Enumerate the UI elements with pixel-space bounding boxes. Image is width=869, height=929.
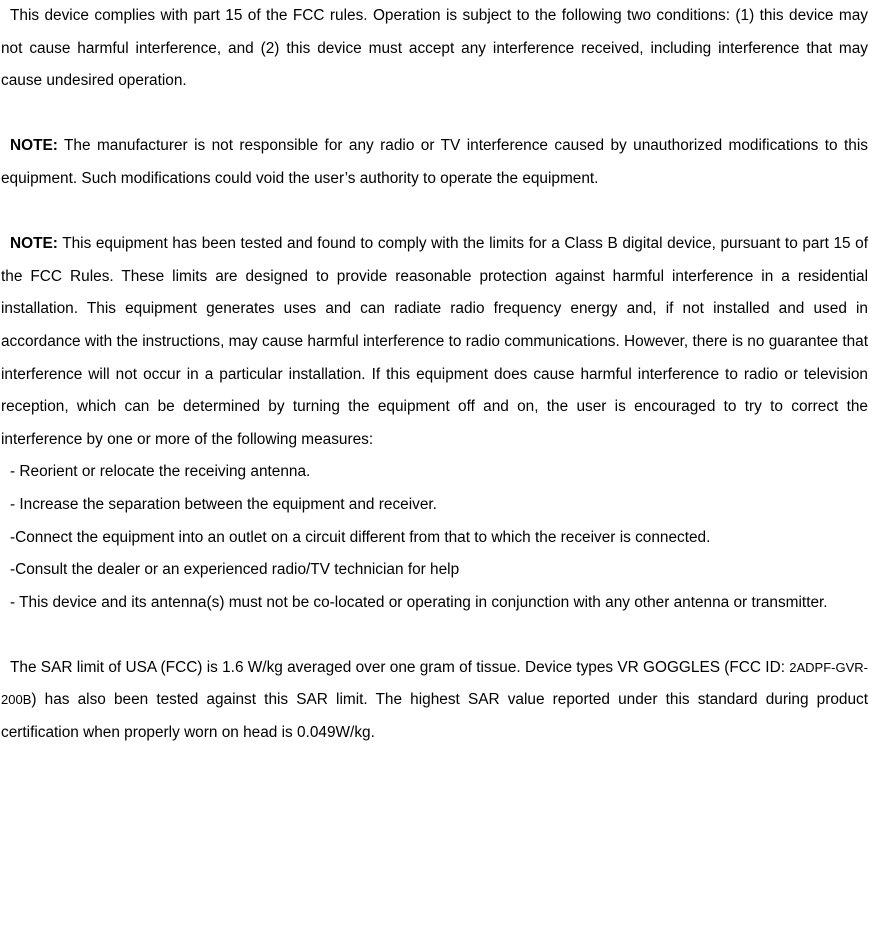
measure-item: -Connect the equipment into an outlet on a circuit different from that to which the receiver is connected. bbox=[10, 528, 711, 546]
measure-item: -Consult the dealer or an experienced radio/TV technician for help bbox=[10, 561, 460, 579]
sar-paragraph bbox=[1, 652, 868, 750]
fcc-compliance-paragraph: This device complies with part 15 of the FCC rules. Operation is subject to the following two conditions: (1) this device may not cause harmful interference, and (2) this device must accept any interference received, including interference that may cause undesired operation. bbox=[1, 7, 868, 90]
note-label: NOTE: bbox=[10, 137, 58, 155]
measure-item: - Reorient or relocate the receiving antenna. bbox=[10, 463, 311, 481]
paragraph-spacer bbox=[1, 619, 868, 652]
measure-item: - This device and its antenna(s) must not be co-located or operating in conjunction with any other antenna or transmitter. bbox=[10, 593, 828, 611]
sar-text-after: ) has also been tested against this SAR limit. The highest SAR value reported under this standard during product certification when properly worn on head is 0.049W/kg. bbox=[1, 691, 868, 742]
note-modifications-paragraph bbox=[1, 130, 868, 195]
fcc-id: 2ADPF-GVR-200B bbox=[1, 659, 868, 708]
paragraph-spacer bbox=[1, 196, 868, 229]
note-label: NOTE: bbox=[10, 235, 58, 253]
note-class-b-text: This equipment has been tested and found to comply with the limits for a Class B digital device, pursuant to part 15 of the FCC Rules. These limits are designed to provide reasonable protection against harmful interference in a residential installation. This equipment generates uses and can radiate radio frequency energy and, if not installed and used in accordance with the instructions, may cause harmful interference to radio communications. However, there is no guarantee that interference will not occur in a particular installation. If this equipment does cause harmful interference to radio or television reception, which can be determined by turning the equipment off and on, the user is encouraged to try to correct the interference by one or more of the following measures: bbox=[1, 235, 868, 448]
note-class-b-paragraph bbox=[1, 228, 868, 456]
note-modifications-text: The manufacturer is not responsible for any radio or TV interference caused by unauthorized modifications to this equipment. Such modifications could void the user’s authority to operate the equipment. bbox=[1, 137, 868, 187]
measure-item: - Increase the separation between the equipment and receiver. bbox=[10, 495, 437, 513]
sar-text-before: The SAR limit of USA (FCC) is 1.6 W/kg averaged over one gram of tissue. Device types VR GOGGLES (FCC ID: bbox=[10, 658, 790, 676]
paragraph-spacer bbox=[1, 98, 868, 131]
